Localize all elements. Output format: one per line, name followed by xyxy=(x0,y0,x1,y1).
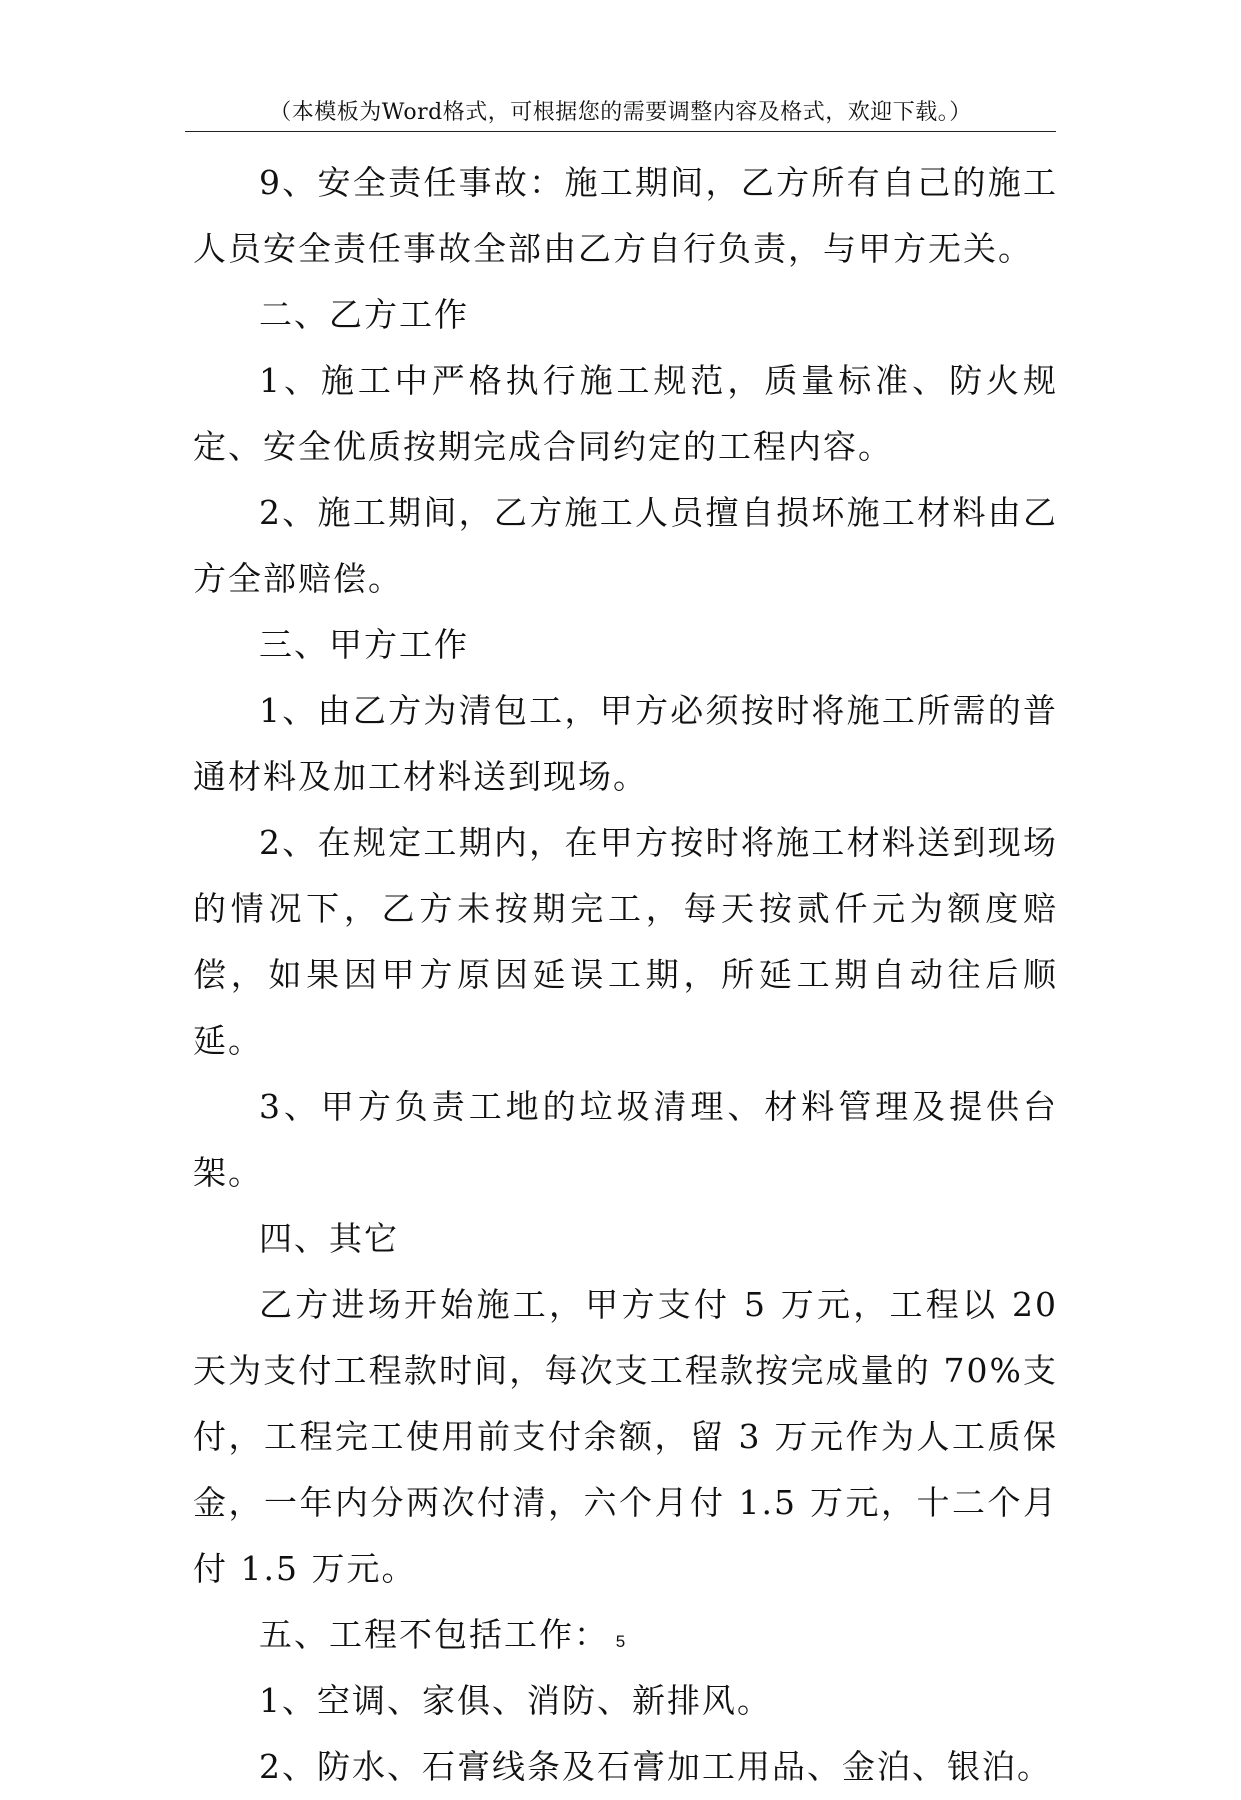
paragraph-party-a-item-1: 1、由乙方为清包工，甲方必须按时将施工所需的普通材料及加工材料送到现场。 xyxy=(193,691,1058,796)
section-heading-party-b-work: 二、乙方工作 xyxy=(259,295,469,334)
section-heading-other: 四、其它 xyxy=(259,1219,399,1258)
paragraph-payment-terms: 乙方进场开始施工，甲方支付 5 万元，工程以 20 天为支付工程款时间，每次支工程款按完成量的 70%支付，工程完工使用前支付余额，留 3 万元作为人工质保金，一年内分两次付清，六个月付 1.5 万元，十二个月付 1.5 万元。 xyxy=(193,1285,1058,1588)
paragraph-party-b-item-1: 1、施工中严格执行施工规范，质量标准、防火规定、安全优质按期完成合同约定的工程内容。 xyxy=(193,361,1058,466)
paragraph-party-a-item-3: 3、甲方负责工地的垃圾清理、材料管理及提供台架。 xyxy=(193,1087,1058,1192)
header-divider xyxy=(185,131,1056,132)
paragraph-excluded-item-1: 1、空调、家俱、消防、新排风。 xyxy=(259,1681,772,1720)
page-number: 5 xyxy=(615,1632,626,1651)
document-body xyxy=(193,150,1058,1800)
template-note-header: （本模板为Word格式，可根据您的需要调整内容及格式，欢迎下载。） xyxy=(269,100,972,125)
paragraph-excluded-item-2: 2、防水、石膏线条及石膏加工用品、金泊、银泊。 xyxy=(259,1747,1052,1786)
paragraph-safety-liability: 9、安全责任事故：施工期间，乙方所有自己的施工人员安全责任事故全部由乙方自行负责，与甲方无关。 xyxy=(193,163,1058,268)
section-heading-excluded-work: 五、工程不包括工作： xyxy=(259,1615,609,1654)
paragraph-party-b-item-2: 2、施工期间，乙方施工人员擅自损坏施工材料由乙方全部赔偿。 xyxy=(193,493,1058,598)
section-heading-party-a-work: 三、甲方工作 xyxy=(259,625,469,664)
paragraph-party-a-item-2: 2、在规定工期内，在甲方按时将施工材料送到现场的情况下，乙方未按期完工，每天按贰仟元为额度赔偿，如果因甲方原因延误工期，所延工期自动往后顺延。 xyxy=(193,823,1058,1060)
